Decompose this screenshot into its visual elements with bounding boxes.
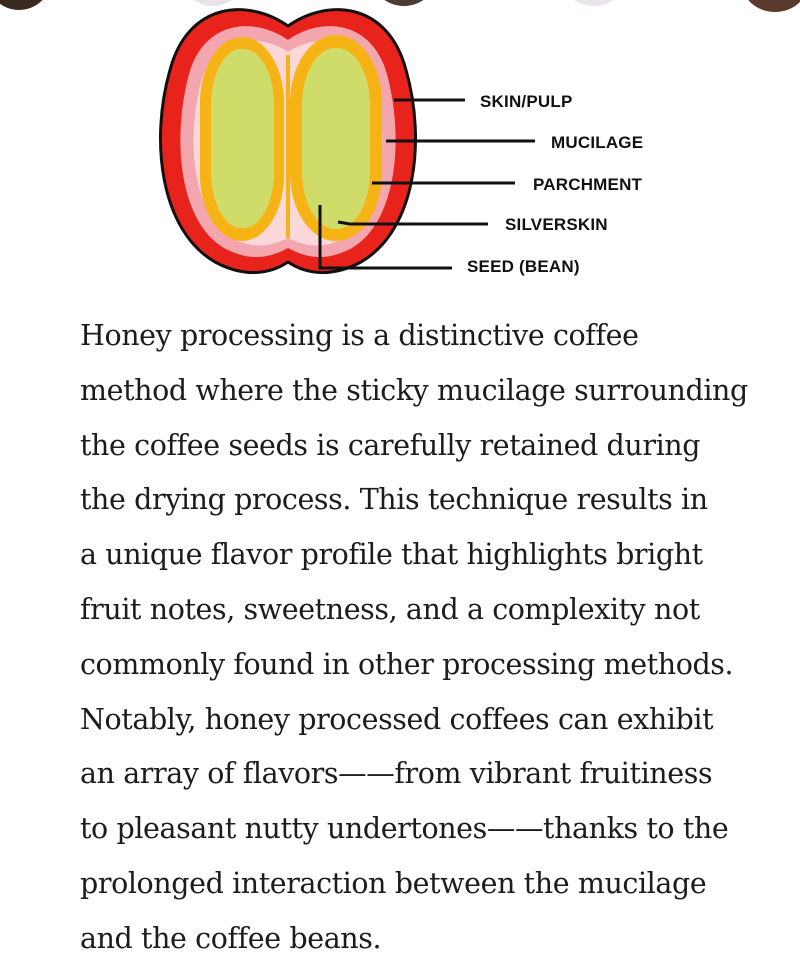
label-parchment: PARCHMENT [533,175,643,194]
paragraph-line: the coffee seeds is carefully retained during [80,428,701,462]
paragraph-line: the drying process. This technique results in [80,483,708,517]
paragraph-line: Honey processing is a distinctive coffee [80,319,639,352]
label-silverskin: SILVERSKIN [505,215,608,234]
paragraph-line: to pleasant nutty undertones——thanks to the [80,812,729,846]
left-seed [200,37,284,241]
paragraph-line: method where the sticky mucilage surrounding [80,373,748,407]
paragraph-line: an array of flavors——from vibrant fruitiness [80,757,713,791]
paragraph-line: commonly found in other processing methods. [80,647,734,681]
article-body [80,309,770,967]
label-skin-pulp: SKIN/PULP [480,92,573,111]
right-seed [290,35,382,241]
paragraph-line: fruit notes, sweetness, and a complexity not [80,592,700,626]
label-seed-bean: SEED (BEAN) [467,257,580,276]
coffee-cherry-diagram [0,0,800,300]
paragraph-line: a unique flavor profile that highlights bright [80,538,703,572]
paragraph-line: and the coffee beans. [80,921,382,955]
paragraph-line: Notably, honey processed coffees can exhibit [80,702,714,736]
label-mucilage: MUCILAGE [551,133,644,152]
paragraph-line: prolonged interaction between the mucilage [80,866,707,900]
